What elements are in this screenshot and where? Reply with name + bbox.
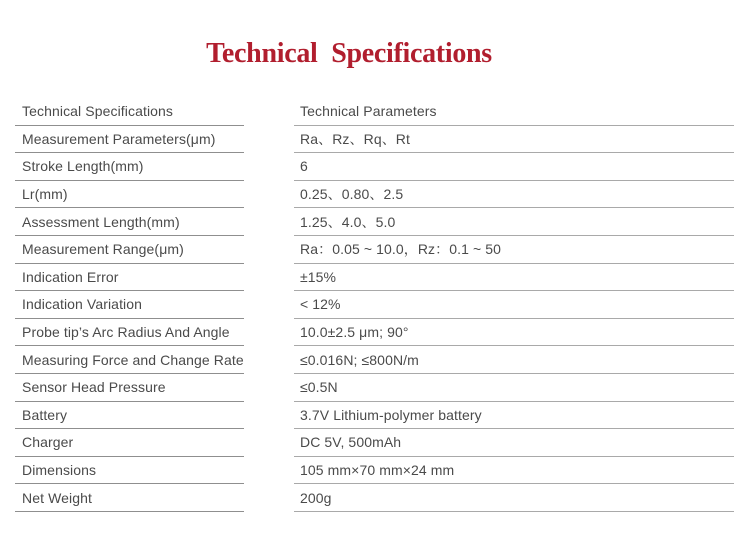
table-row-assessment-length [15,208,734,236]
spec-value: ≤0.5N [294,374,734,402]
spec-label: Probe tip’s Arc Radius And Angle [15,319,244,347]
spec-value: 1.25、4.0、5.0 [294,208,734,236]
spec-label: Measuring Force and Change Rate [15,346,244,374]
column-gap [244,264,294,292]
column-gap [244,402,294,430]
table-row-stroke-length [15,153,734,181]
page-title: Technical Specifications [206,38,492,69]
table-row-charger [15,429,734,457]
spec-label: Battery [15,402,244,430]
column-gap [244,153,294,181]
spec-value: ≤0.016N; ≤800N/m [294,346,734,374]
column-gap [244,457,294,485]
table-row-measurement-range [15,236,734,264]
spec-value: < 12% [294,291,734,319]
spec-value: 6 [294,153,734,181]
spec-value: Ra、Rz、Rq、Rt [294,126,734,154]
table-header-row [15,98,734,126]
column-gap [244,126,294,154]
column-gap [244,374,294,402]
column-gap [244,484,294,512]
spec-label: Stroke Length(mm) [15,153,244,181]
spec-label: Indication Error [15,264,244,292]
column-gap [244,236,294,264]
spec-label: Charger [15,429,244,457]
table-row-measurement-parameters [15,126,734,154]
spec-label: Net Weight [15,484,244,512]
spec-value: 10.0±2.5 μm; 90° [294,319,734,347]
table-row-probe-tip [15,319,734,347]
table-row-dimensions [15,457,734,485]
spec-label: Lr(mm) [15,181,244,209]
column-gap [244,181,294,209]
spec-value: ±15% [294,264,734,292]
column-gap [244,346,294,374]
spec-value: 105 mm×70 mm×24 mm [294,457,734,485]
table-row-battery [15,402,734,430]
spec-table [15,98,734,512]
column-gap [244,98,294,126]
column-header-specifications: Technical Specifications [15,98,244,126]
column-gap [244,429,294,457]
column-header-parameters: Technical Parameters [294,98,734,126]
spec-value: DC 5V, 500mAh [294,429,734,457]
spec-label: Assessment Length(mm) [15,208,244,236]
column-gap [244,319,294,347]
spec-value: 3.7V Lithium-polymer battery [294,402,734,430]
spec-value: 0.25、0.80、2.5 [294,181,734,209]
table-row-indication-error [15,264,734,292]
spec-value: Ra：0.05 ~ 10.0，Rz：0.1 ~ 50 [294,236,734,264]
table-row-indication-variation [15,291,734,319]
column-gap [244,208,294,236]
table-row-measuring-force [15,346,734,374]
table-row-sensor-head-pressure [15,374,734,402]
table-row-net-weight [15,484,734,512]
spec-value: 200g [294,484,734,512]
column-gap [244,291,294,319]
spec-label: Dimensions [15,457,244,485]
spec-label: Indication Variation [15,291,244,319]
spec-label: Measurement Range(μm) [15,236,244,264]
spec-label: Sensor Head Pressure [15,374,244,402]
spec-label: Measurement Parameters(μm) [15,126,244,154]
table-row-lr [15,181,734,209]
